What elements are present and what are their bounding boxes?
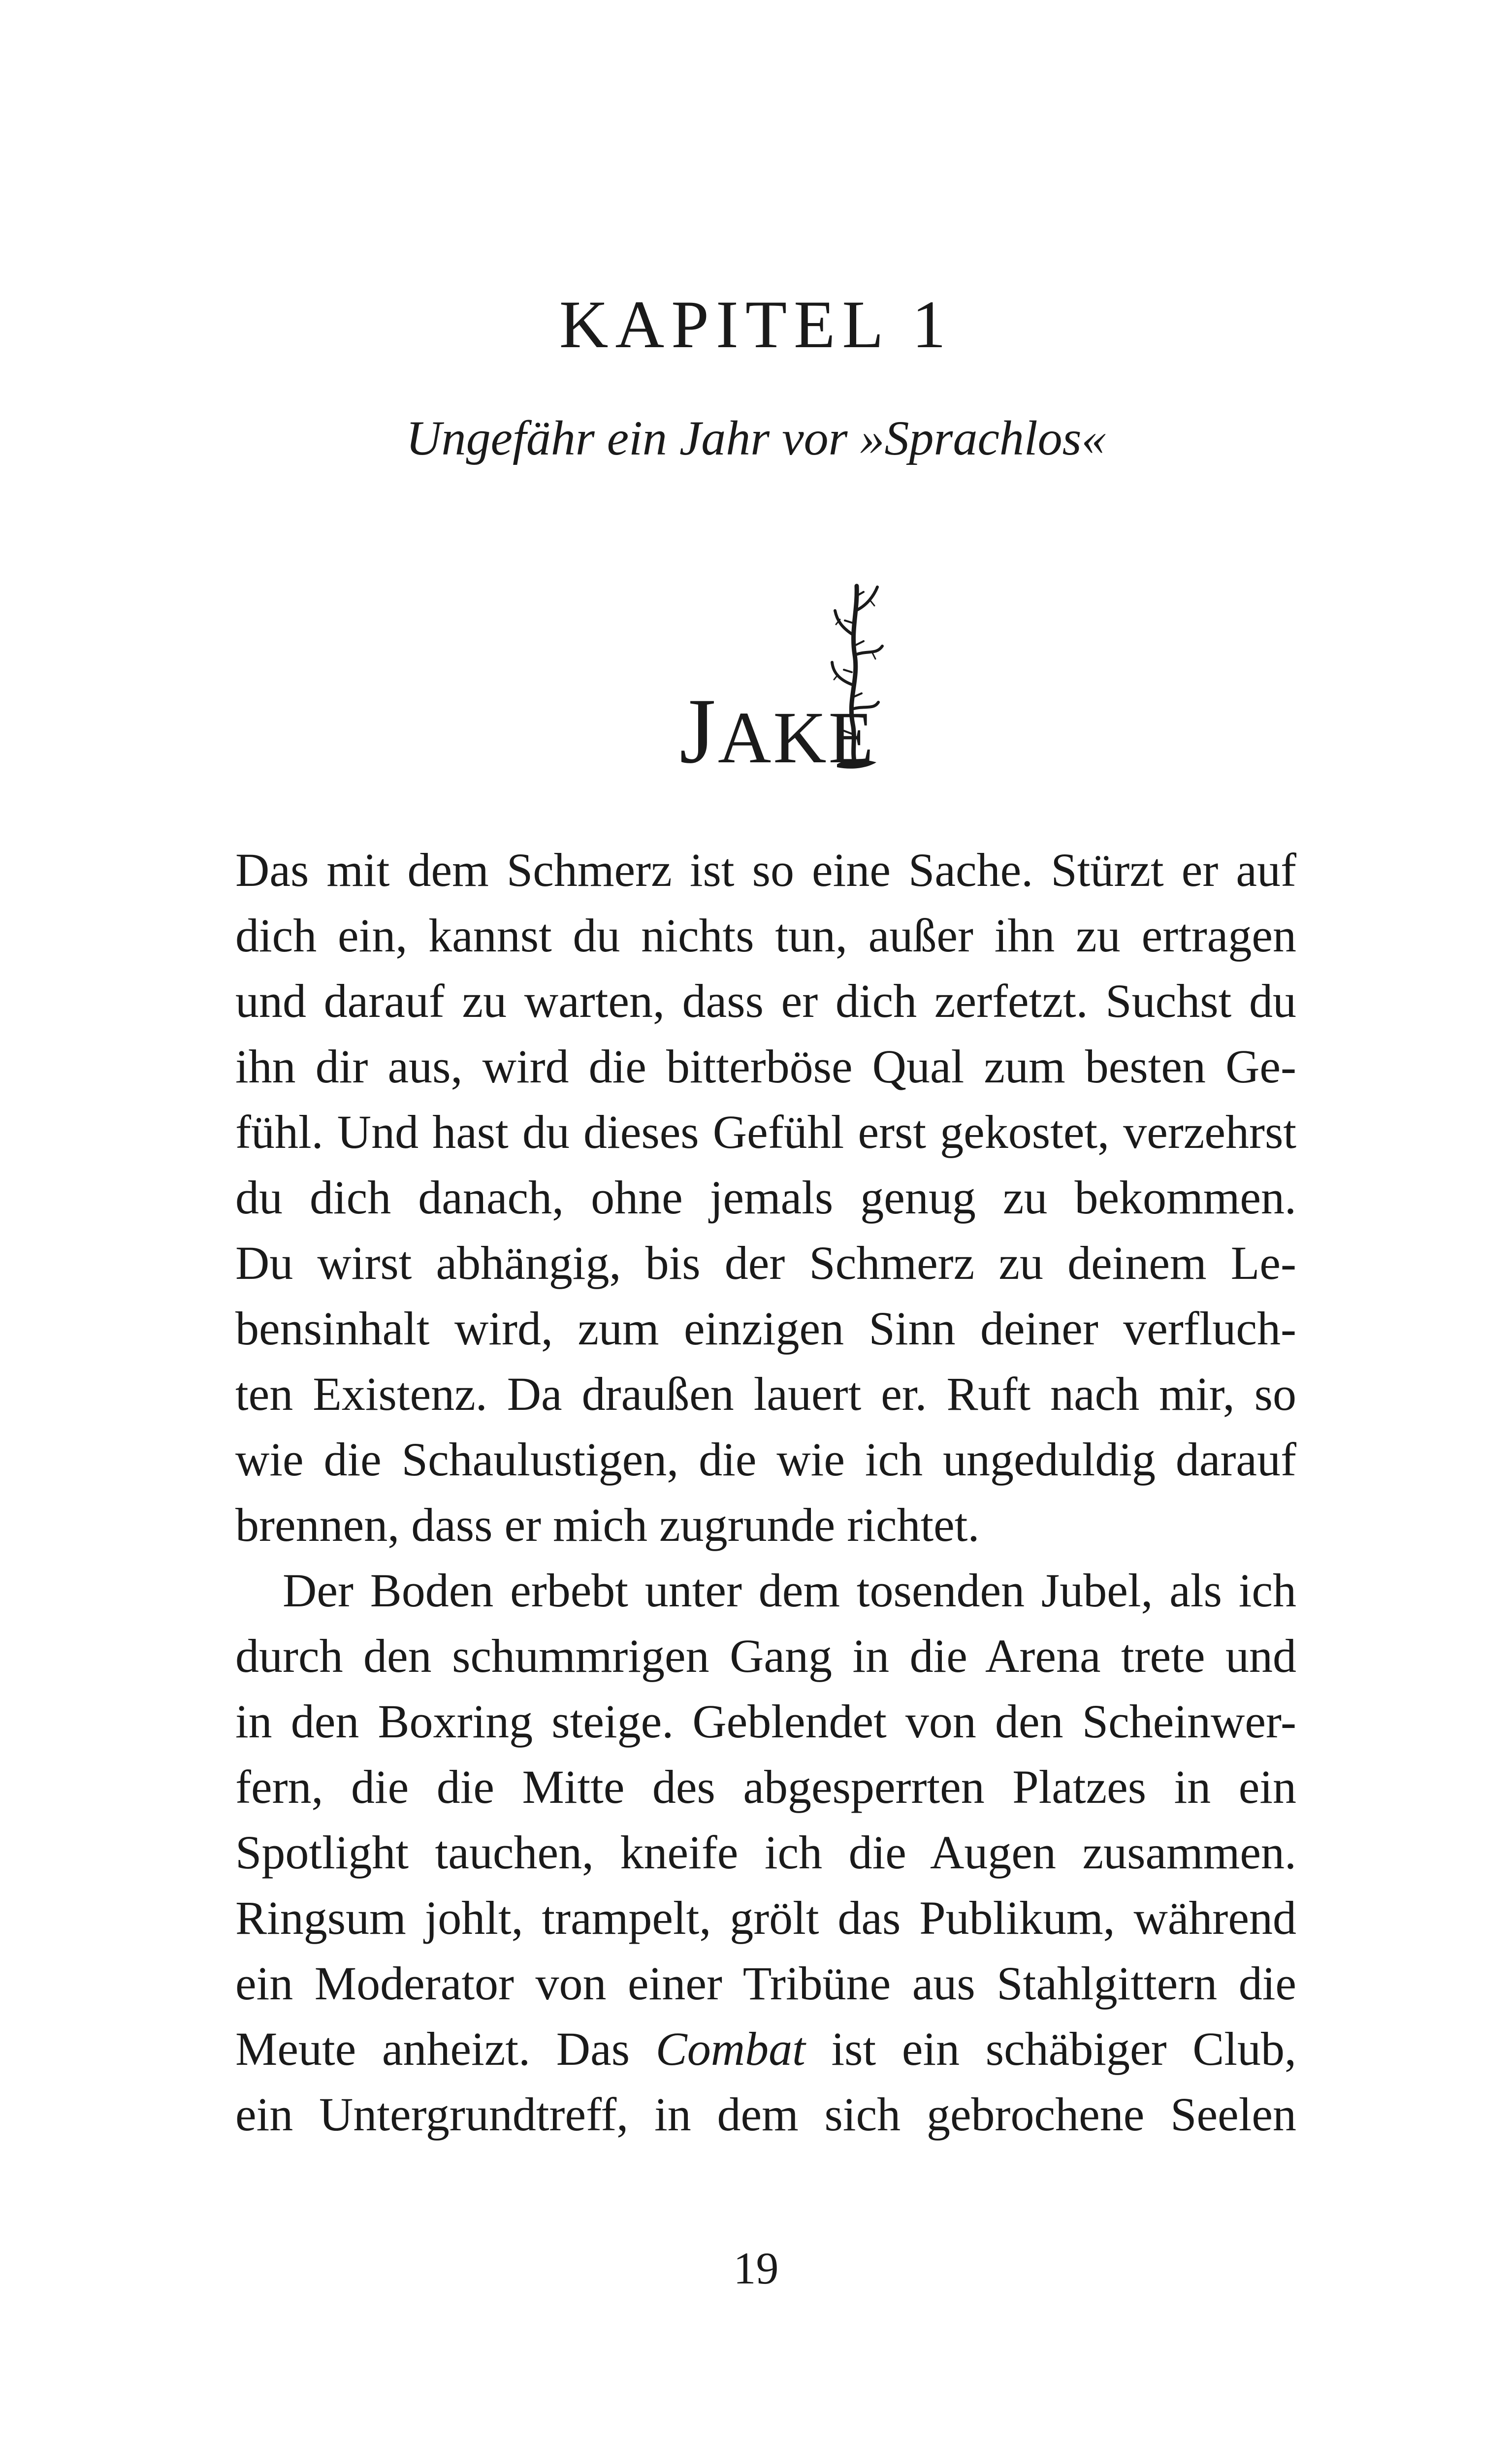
- narrator-heading: [660, 581, 916, 788]
- text-line: Der Boden erbebt unter dem tosenden Jubel, als ich: [283, 1564, 1296, 1617]
- text-line: ein Moderator von einer Tribüne aus Stahlgittern die: [235, 1957, 1296, 2010]
- chapter-subtitle: Ungefähr ein Jahr vor »Sprachlos«: [406, 411, 1106, 465]
- text-line: ten Existenz. Da draußen lauert er. Ruft nach mir, so: [235, 1368, 1296, 1420]
- paragraph-2: [235, 1558, 1296, 2147]
- text-line: fühl. Und hast du dieses Gefühl erst gekostet, verzehrst: [235, 1106, 1296, 1158]
- chapter-body: [235, 837, 1296, 2147]
- text-line: Ringsum johlt, trampelt, grölt das Publikum, während: [235, 1891, 1296, 1944]
- narrator-name-initial: J: [679, 680, 718, 783]
- text-line: dich ein, kannst du nichts tun, außer ihn zu ertragen: [235, 909, 1296, 962]
- text-line-with-club-name: [235, 2016, 1296, 2082]
- chapter-heading: KAPITEL 1: [559, 287, 953, 362]
- text-line: in den Boxring steige. Geblendet von den Scheinwer-: [235, 1695, 1296, 1748]
- text-line: ein Untergrundtreff, in dem sich gebrochene Seelen: [235, 2088, 1296, 2141]
- text-line: Spotlight tauchen, kneife ich die Augen zusammen.: [235, 1826, 1296, 1879]
- text-line: durch den schummrigen Gang in die Arena trete und: [235, 1629, 1296, 1682]
- text-line: du dich danach, ohne jemals genug zu bekommen.: [235, 1171, 1296, 1224]
- text-line: und darauf zu warten, dass er dich zerfetzt. Suchst du: [235, 975, 1296, 1027]
- text-line: brennen, dass er mich zugrunde richtet.: [235, 1498, 980, 1551]
- text-line: fern, die die Mitte des abgesperrten Platzes in ein: [235, 1760, 1296, 1813]
- text-line: ihn dir aus, wird die bitterböse Qual zum besten Ge-: [235, 1040, 1296, 1093]
- text-segment: ist ein schäbiger Club,: [805, 2022, 1297, 2075]
- paragraph-1: [235, 837, 1296, 1558]
- text-line: bensinhalt wird, zum einzigen Sinn deiner verfluch-: [235, 1302, 1296, 1355]
- narrator-name: [679, 680, 876, 783]
- text-segment: Meute anheizt. Das: [235, 2022, 656, 2075]
- text-line: Du wirst abhängig, bis der Schmerz zu deinem Le-: [235, 1237, 1296, 1289]
- narrator-name-rest: AKE: [717, 697, 876, 779]
- text-line: Das mit dem Schmerz ist so eine Sache. Stürzt er auf: [235, 844, 1296, 896]
- club-name: Combat: [655, 2022, 805, 2075]
- text-line: wie die Schaulustigen, die wie ich ungeduldig darauf: [235, 1433, 1296, 1486]
- page-number: 19: [733, 2243, 779, 2293]
